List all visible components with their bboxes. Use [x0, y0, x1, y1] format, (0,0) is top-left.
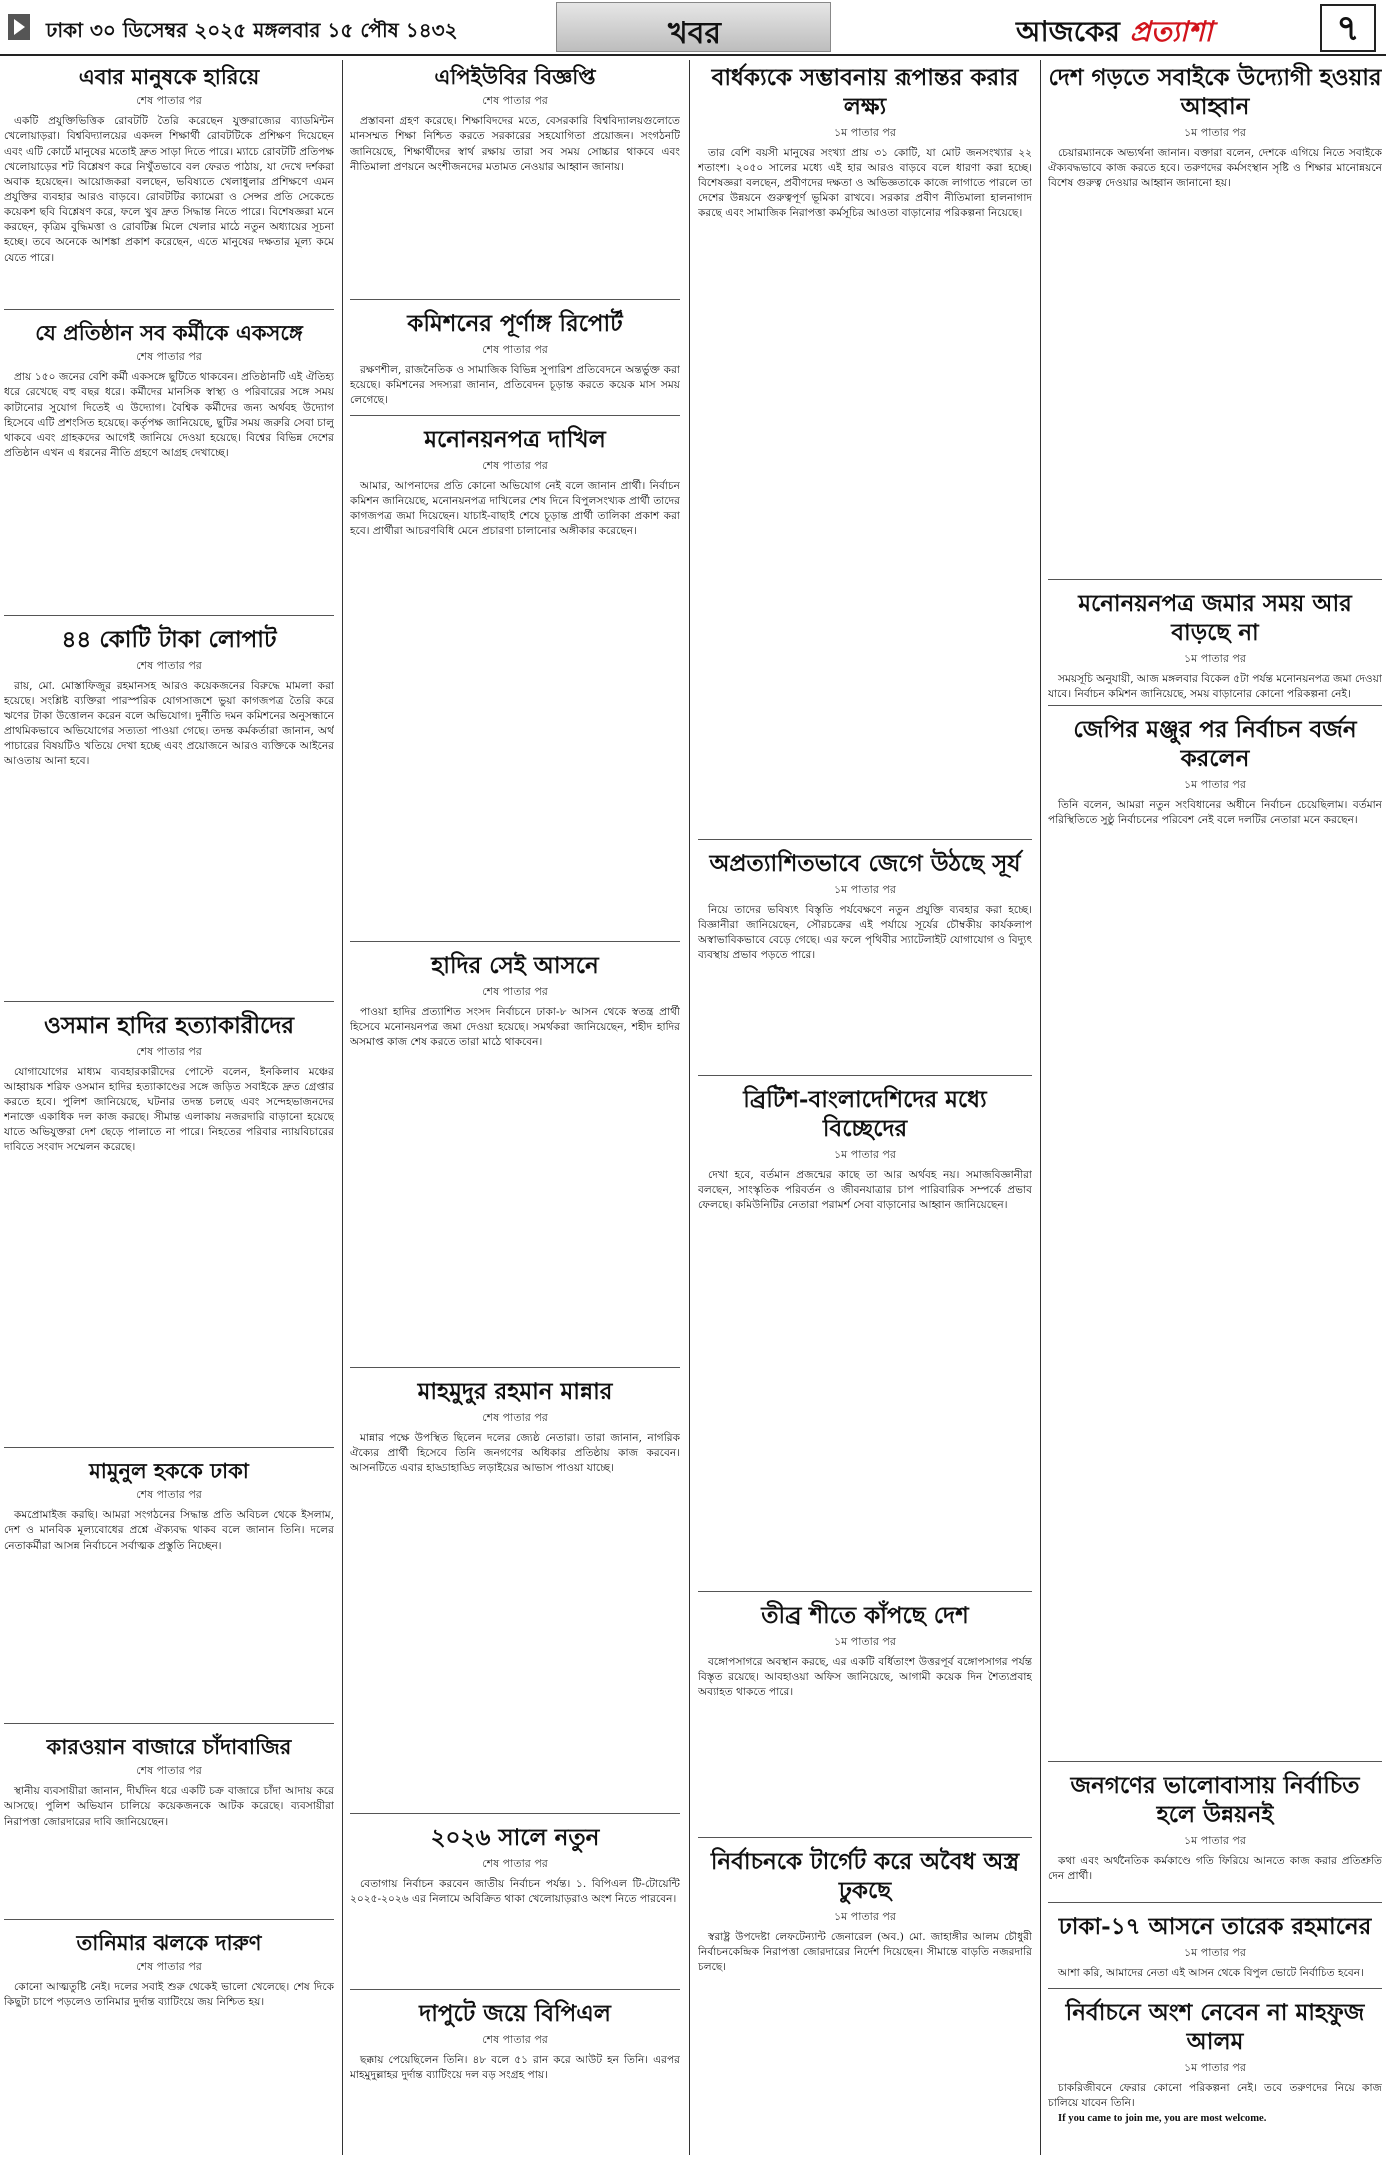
article [4, 316, 334, 616]
article-byline: ১ম পাতার পর [834, 1147, 896, 1161]
article-paragraph: প্রায় ১৫০ জনের বেশি কর্মী একসঙ্গে ছুটিতে থাকবেন। প্রতিষ্ঠানটি এই ঐতিহ্য ধরে রেখেছে বহু বছর ধরে। কর্মীদের মানসিক স্বাস্থ্য ও পরিবারের সঙ্গে সময় কাটানোর সুযোগ দিতেই এ উদ্যোগ। বৈশ্বিক কর্মীদের জন্য অর্থবহ উদ্যোগ হিসেবে এটি প্রশংসিত হয়েছে। কর্তৃপক্ষ জানিয়েছে, ছুটির সময় জরুরি সেবা চালু থাকবে এবং গ্রাহকদের আগেই জানিয়ে দেওয়া হয়েছে। বিশ্বের বিভিন্ন দেশের প্রতিষ্ঠান এখন এ ধরনের নীতি গ্রহণে আগ্রহ দেখাচ্ছে। [4, 371, 334, 459]
article-headline: যে প্রতিষ্ঠান সব কর্মীকে একসঙ্গে [35, 320, 303, 345]
article-byline: ১ম পাতার পর [1184, 777, 1246, 791]
article-body [1048, 1966, 1382, 1981]
article-headline: অপ্রত্যাশিতভাবে জেগে উঠছে সূর্য [709, 850, 1021, 877]
article-byline: ১ম পাতার পর [1184, 125, 1246, 139]
article-byline: শেষ পাতার পর [136, 1488, 202, 1502]
article [698, 1082, 1032, 1592]
article [1048, 60, 1382, 580]
article-paragraph: রায়, মো. মোস্তাফিজুর রহমানসহ আরও কয়েকজনের বিরুদ্ধে মামলা করা হয়েছে। সংশ্লিষ্ট ব্যক্তিরা পারস্পরিক যোগসাজশে ভুয়া কাগজপত্র তৈরি করে ঋণের টাকা উত্তোলন করেন বলে অভিযোগ। দুর্নীতি দমন কমিশনের অনুসন্ধানে প্রাথমিকভাবে অভিযোগের সত্যতা পাওয়া গেছে। তদন্ত কর্মকর্তারা জানান, অর্থ পাচারের বিষয়টিও খতিয়ে দেখা হচ্ছে এবং প্রয়োজনে আরও ব্যক্তিকে আইনের আওতায় আনা হবে। [4, 679, 334, 768]
article-headline: এবার মানুষকে হারিয়ে [78, 64, 260, 89]
article-byline: শেষ পাতার পর [136, 658, 202, 672]
article-body [1048, 146, 1382, 191]
article-body [350, 1005, 680, 1050]
article-body [1048, 2081, 1382, 2126]
article-headline: তীব্র শীতে কাঁপছে দেশ [761, 1602, 969, 1629]
article-body [698, 1655, 1032, 1700]
article-body [698, 1168, 1032, 1213]
article-headline: দেশ গড়তে সবাইকে উদ্যোগী হওয়ার আহ্বান [1048, 64, 1382, 120]
article [1048, 1768, 1382, 1903]
article-byline: শেষ পাতার পর [136, 1764, 202, 1778]
article-body [4, 1784, 334, 1829]
masthead [0, 0, 1386, 56]
article [698, 1598, 1032, 1838]
article [4, 622, 334, 1002]
english-quote: If you came to join me, you are most welcome. [1058, 2112, 1267, 2124]
article-headline: মাহমুদুর রহমান মান্নার [417, 1378, 613, 1405]
article [1048, 712, 1382, 1762]
article-byline: শেষ পাতার পর [482, 94, 548, 108]
article-body [4, 679, 334, 770]
article-byline: শেষ পাতার পর [136, 1960, 202, 1974]
column-2 [350, 60, 680, 2155]
article [350, 1820, 680, 1990]
article-byline: শেষ পাতার পর [482, 342, 548, 356]
article-headline: নির্বাচনে অংশ নেবেন না মাহফুজ আলম [1065, 1999, 1365, 2055]
article-body [350, 114, 680, 175]
article-paragraph: স্বরাষ্ট্র উপদেষ্টা লেফটেন্যান্ট জেনারেল (অব.) মো. জাহাঙ্গীর আলম চৌধুরী নির্বাচনকেন্দ্রিক নিরাপত্তা জোরদারের নির্দেশ দিয়েছেন। সীমান্তে বাড়তি নজরদারি চলছে। [698, 1930, 1032, 1973]
article-paragraph: কমপ্রোমাইজ করছি। আমরা সংগঠনের সিদ্ধান্ত প্রতি অবিচল থেকে ইসলাম, দেশ ও মানবিক মূল্যবোধের প্রশ্নে ঐক্যবদ্ধ থাকব বলে জানান তিনি। দলের নেতাকর্মীরা আসন্ন নির্বাচনে সর্বাত্মক প্রস্তুতি নিচ্ছেন। [4, 1509, 334, 1552]
article-byline: শেষ পাতার পর [482, 1856, 548, 1870]
logo-part2: প্রত্যাশা [1129, 15, 1213, 48]
article-headline: ৪৪ কোটি টাকা লোপাট [61, 626, 277, 653]
article-paragraph: তার বেশি বয়সী মানুষের সংখ্যা প্রায় ৩১ কোটি, যা মোট জনসংখ্যার ২২ শতাংশ। ২০৫০ সালের মধ্যে এই হার আরও বাড়বে বলে ধারণা করা হচ্ছে। বিশেষজ্ঞরা বলছেন, প্রবীণদের দক্ষতা ও অভিজ্ঞতাকে কাজে লাগাতে পারলে তা দেশের উন্নয়নে গুরুত্বপূর্ণ ভূমিকা রাখবে। সরকার প্রবীণ নীতিমালা হালনাগাদ করছে এবং সামাজিক নিরাপত্তা কর্মসূচির আওতা বাড়ানোর পরিকল্পনা নিয়েছে। [698, 146, 1032, 220]
article-headline: মনোনয়নপত্র জমার সময় আর বাড়ছে না [1078, 590, 1352, 646]
article [698, 1844, 1032, 2144]
column-divider [1040, 60, 1041, 2155]
article-body [4, 370, 334, 461]
article-paragraph: চাকরিজীবনে ফেরার কোনো পরিকল্পনা নেই। তবে তরুণদের নিয়ে কাজ চালিয়ে যাবেন তিনি। [1048, 2081, 1382, 2109]
article-paragraph: বেতাগায় নির্বাচন করবেন জাতীয় নির্বাচন পর্যন্ত। ১. বিপিএল টি-টোয়েন্টি ২০২৫-২০২৬ এর নিলামে অবিক্রিত থাকা খেলোয়াড়রাও অংশ নিতে পারবেন। [350, 1877, 680, 1905]
article-body [350, 363, 680, 408]
article-body [350, 2053, 680, 2083]
article-byline: শেষ পাতার পর [482, 984, 548, 998]
article [350, 948, 680, 1368]
article-body [1048, 798, 1382, 828]
article-paragraph: কথা এবং অর্থনৈতিক কর্মকাণ্ডে গতি ফিরিয়ে আনতে কাজ করার প্রতিশ্রুতি দেন প্রার্থী। [1048, 1854, 1382, 1882]
article-paragraph: আশা করি, আমাদের নেতা এই আসন থেকে বিপুল ভোটে নির্বাচিত হবেন। [1058, 1966, 1364, 1979]
article-headline: মামুনুল হককে ঢাকা [89, 1458, 249, 1483]
article-headline: ওসমান হাদির হত্যাকারীদের [43, 1012, 295, 1039]
article [4, 1008, 334, 1448]
article-byline: ১ম পাতার পর [1184, 2060, 1246, 2074]
article-body [4, 1980, 334, 2010]
article [4, 1454, 334, 1724]
article-byline: ১ম পাতার পর [834, 1909, 896, 1923]
article-paragraph: ছক্কায় পেয়েছিলেন তিনি। ৪৮ বলে ৫১ রান করে আউট হন তিনি। এরপর মাহমুদুল্লাহর দুর্দান্ত ব্যাটিংয়ে দল বড় সংগ্রহ পায়। [350, 2053, 680, 2081]
article [4, 1926, 334, 2126]
article [4, 60, 334, 310]
article-paragraph: তিনি বলেন, আমরা নতুন সংবিধানের অধীনে নির্বাচন চেয়েছিলাম। বর্তমান পরিস্থিতিতে সুষ্ঠু নির্বাচনের পরিবেশ নেই বলে দলটির নেতারা মনে করছেন। [1048, 798, 1382, 826]
article-headline: নির্বাচনকে টার্গেট করে অবৈধ অস্ত্র ঢুকছে [710, 1848, 1020, 1904]
article-byline: শেষ পাতার পর [136, 350, 202, 364]
article-paragraph: সময়সূচি অনুযায়ী, আজ মঙ্গলবার বিকেল ৫টা পর্যন্ত মনোনয়নপত্র জমা দেওয়া যাবে। নির্বাচন কমিশন জানিয়েছে, সময় বাড়ানোর কোনো পরিকল্পনা নেই। [1048, 672, 1382, 700]
article-body [698, 146, 1032, 222]
article-body [4, 1065, 334, 1156]
article-headline: ঢাকা-১৭ আসনে তারেক রহমানের [1058, 1913, 1372, 1940]
article-byline: শেষ পাতার পর [136, 94, 202, 108]
article-body [350, 1431, 680, 1476]
article-paragraph: স্থানীয় ব্যবসায়ীরা জানান, দীর্ঘদিন ধরে একটি চক্র বাজারে চাঁদা আদায় করে আসছে। পুলিশ অভিযান চালিয়ে কয়েকজনকে আটক করেছে। ব্যবসায়ীরা নিরাপত্তা জোরদারের দাবি জানিয়েছেন। [4, 1785, 334, 1828]
article-paragraph: রক্ষণশীল, রাজনৈতিক ও সামাজিক বিভিন্ন সুপারিশ প্রতিবেদনে অন্তর্ভুক্ত করা হয়েছে। কমিশনের সদস্যরা জানান, প্রতিবেদন চূড়ান্ত করতে কয়েক মাস সময় লেগেছে। [350, 363, 680, 407]
column-divider [342, 60, 343, 2155]
article-headline: কমিশনের পূর্ণাঙ্গ রিপোর্ট [407, 310, 623, 337]
article-byline: শেষ পাতার পর [136, 1044, 202, 1058]
section-title: খবর [668, 16, 721, 51]
article-headline: জেপির মঞ্জুর পর নির্বাচন বর্জন করলেন [1073, 716, 1357, 772]
article-byline: ১ম পাতার পর [1184, 651, 1246, 665]
page-number: ৭ [1320, 4, 1376, 52]
article [350, 422, 680, 942]
article [350, 60, 680, 300]
article-paragraph: একটি প্রযুক্তিভিত্তিক রোবটটি তৈরি করেছেন যুক্তরাজ্যের ব্যাডমিন্টন খেলোয়াড়রা। বিশ্ববিদ্যালয়ের একদল শিক্ষার্থী রোবটটিকে প্রশিক্ষণ দিয়েছেন এবং এটি কোর্টে মানুষের মতোই দ্রুত সাড়া দিতে পারে। ম্যাচে রোবটটি প্রতিপক্ষ খেলোয়াড়ের শট বিশ্লেষণ করে নিখুঁতভাবে বল ফেরত পাঠায়, যা দেখে দর্শকরা অবাক হয়েছেন। আয়োজকরা বলছেন, ভবিষ্যতে খেলাধুলার প্রশিক্ষণে এমন প্রযুক্তির ব্যবহার আরও বাড়বে। রোবটটির ক্যামেরা ও সেন্সর প্রতি সেকেন্ডে কয়েকশ ছবি বিশ্লেষণ করে, ফলে খুব দ্রুত সিদ্ধান্ত নিতে পারে। বিশেষজ্ঞরা মনে করছেন, কৃত্রিম বুদ্ধিমত্তা ও রোবটিক্স মিলে খেলার মাঠে নতুন অধ্যায়ের সূচনা হচ্ছে। তবে অনেকে আশঙ্কা প্রকাশ করেছেন, এতে মানুষের দক্ষতার মূল্য কমে যেতে পারে। [4, 115, 334, 264]
article-paragraph: প্রস্তাবনা গ্রহণ করেছে। শিক্ষাবিদদের মতে, বেসরকারি বিশ্ববিদ্যালয়গুলোতে মানসম্মত শিক্ষা নিশ্চিত করতে সরকারের সহযোগিতা প্রয়োজন। সংগঠনটি জানিয়েছে, শিক্ষার্থীদের স্বার্থ রক্ষায় তারা সব সময় সোচ্চার থাকবে এবং নীতিমালা প্রণয়নে অংশীজনদের মতামত নেওয়ার আহ্বান জানায়। [350, 115, 680, 173]
article-body [698, 1930, 1032, 1975]
article-paragraph: দেখা হবে, বর্তমান প্রজন্মের কাছে তা আর অর্থবহ নয়। সমাজবিজ্ঞানীরা বলছেন, সাংস্কৃতিক পরিবর্তন ও জীবনযাত্রার চাপ পারিবারিক সম্পর্কে প্রভাব ফেলছে। কমিউনিটির নেতারা পরামর্শ সেবা বাড়ানোর আহ্বান জানিয়েছেন। [698, 1168, 1032, 1211]
section-title-box [556, 2, 831, 52]
article-paragraph: নিয়ে তাদের ভবিষ্যৎ বিস্তৃতি পর্যবেক্ষণে নতুন প্রযুক্তি ব্যবহার করা হচ্ছে। বিজ্ঞানীরা জানিয়েছেন, সৌরচক্রের এই পর্যায়ে সূর্যের চৌম্বকীয় কার্যকলাপ অস্বাভাবিকভাবে বেড়ে গেছে। এর ফলে পৃথিবীর স্যাটেলাইট যোগাযোগ ও বিদ্যুৎ ব্যবস্থায় প্রভাব পড়তে পারে। [698, 903, 1032, 962]
article [350, 1374, 680, 1814]
article-byline: শেষ পাতার পর [482, 458, 548, 472]
article-paragraph: চেয়ারম্যানকে অভ্যর্থনা জানান। বক্তারা বলেন, দেশকে এগিয়ে নিতে সবাইকে ঐক্যবদ্ধভাবে কাজ করতে হবে। তরুণদের কর্মসংস্থান সৃষ্টি ও শিক্ষার মানোন্নয়নে বিশেষ গুরুত্ব দেওয়ার আহ্বান জানানো হয়। [1048, 146, 1382, 189]
article [1048, 586, 1382, 706]
article-byline: ১ম পাতার পর [1184, 1945, 1246, 1959]
article-headline: ২০২৬ সালে নতুন [430, 1824, 600, 1851]
article-headline: বার্ধক্যকে সম্ভাবনায় রূপান্তর করার লক্ষ্য [711, 64, 1019, 120]
article-byline: ১ম পাতার পর [834, 1634, 896, 1648]
article-paragraph: যোগাযোগের মাধ্যম ব্যবহারকারীদের পোস্টে বলেন, ইনকিলাব মঞ্চের আহ্বায়ক শরিফ ওসমান হাদির হত্যাকাণ্ডের সঙ্গে জড়িত সবাইকে দ্রুত গ্রেপ্তার করতে হবে। পুলিশ জানিয়েছে, ঘটনার তদন্ত চলছে এবং সন্দেহভাজনদের শনাক্তে একাধিক দল কাজ করছে। সীমান্ত এলাকায় নজরদারি বাড়ানো হয়েছে যাতে অভিযুক্তরা দেশ ছেড়ে পালাতে না পারে। নিহতের পরিবার ন্যায়বিচারের দাবিতে সংবাদ সম্মেলন করেছে। [4, 1065, 334, 1154]
article-headline: হাদির সেই আসনে [431, 952, 599, 979]
article-byline: শেষ পাতার পর [482, 2032, 548, 2046]
article-paragraph: মান্নার পক্ষে উপস্থিত ছিলেন দলের জ্যেষ্ঠ নেতারা। তারা জানান, নাগরিক ঐক্যের প্রার্থী হিসেবে তিনি জনগণের অধিকার প্রতিষ্ঠায় কাজ করবেন। আসনটিতে এবার হাড্ডাহাড্ডি লড়াইয়ের আভাস পাওয়া যাচ্ছে। [350, 1431, 680, 1475]
article-byline: ১ম পাতার পর [834, 882, 896, 896]
article-body [350, 1877, 680, 1907]
article-body [1048, 672, 1382, 702]
article-headline: এপিইউবির বিজ্ঞপ্তি [434, 64, 596, 89]
article-byline: শেষ পাতার পর [482, 1410, 548, 1424]
article [698, 846, 1032, 1076]
article-headline: জনগণের ভালোবাসায় নির্বাচিত হলে উন্নয়নই [1070, 1772, 1360, 1828]
article [4, 1730, 334, 1920]
article [350, 306, 680, 416]
column-3 [698, 60, 1032, 2155]
article-body [4, 1508, 334, 1553]
article-headline: মনোনয়নপত্র দাখিল [424, 426, 606, 453]
article-paragraph: পাওয়া হাদির প্রত্যাশিত সংসদ নির্বাচনে ঢাকা-৮ আসন থেকে স্বতন্ত্র প্রার্থী হিসেবে মনোনয়নপত্র জমা দেওয়া হয়েছে। সমর্থকরা জানিয়েছেন, শহীদ হাদির অসমাপ্ত কাজ শেষ করতে তারা মাঠে থাকবেন। [350, 1005, 680, 1049]
masthead-marker-icon [8, 14, 30, 40]
article-headline: কারওয়ান বাজারে চাঁদাবাজির [46, 1734, 292, 1759]
logo-part1: আজকের [1016, 15, 1120, 48]
article [698, 60, 1032, 840]
article [1048, 1909, 1382, 1989]
column-4 [1048, 60, 1382, 2155]
article-body [350, 479, 680, 540]
article [350, 1996, 680, 2146]
article-headline: তানিমার ঝলকে দারুণ [76, 1930, 262, 1955]
newspaper-logo [1016, 10, 1213, 57]
article-byline: ১ম পাতার পর [834, 125, 896, 139]
article-paragraph: কোনো আত্মতুষ্টি নেই। দলের সবাই শুরু থেকেই ভালো খেলেছে। শেষ দিকে কিছুটা চাপে পড়লেও তানিমার দুর্দান্ত ব্যাটিংয়ে জয় নিশ্চিত হয়। [4, 1981, 334, 2009]
article-body [698, 903, 1032, 964]
masthead-date: ঢাকা ৩০ ডিসেম্বর ২০২৫ মঙ্গলবার ১৫ পৌষ ১৪৩২ [46, 18, 458, 42]
article-body [4, 114, 334, 265]
article-paragraph: আমার, আপনাদের প্রতি কোনো অভিযোগ নেই বলে জানান প্রার্থী। নির্বাচন কমিশন জানিয়েছে, মনোনয়নপত্র দাখিলের শেষ দিনে বিপুলসংখ্যক প্রার্থী তাদের কাগজপত্র জমা দিয়েছেন। যাচাই-বাছাই শেষে চূড়ান্ত প্রার্থী তালিকা প্রকাশ করা হবে। প্রার্থীরা আচরণবিধি মেনে প্রচারণা চালানোর অঙ্গীকার করেছেন। [350, 479, 680, 538]
article-headline: দাপুটে জয়ে বিপিএল [419, 2000, 611, 2027]
article-body [1048, 1854, 1382, 1884]
column-divider [689, 60, 690, 2155]
article-headline: ব্রিটিশ-বাংলাদেশিদের মধ্যে বিচ্ছেদের [743, 1086, 987, 1142]
article-byline: ১ম পাতার পর [1184, 1833, 1246, 1847]
column-1 [4, 60, 334, 2155]
article [1048, 1995, 1382, 2155]
article-paragraph: বঙ্গোপসাগরে অবস্থান করছে, এর একটি বর্ধিতাংশ উত্তরপূর্ব বঙ্গোপসাগর পর্যন্ত বিস্তৃত রয়েছে। আবহাওয়া অফিস জানিয়েছে, আগামী কয়েক দিন শৈত্যপ্রবাহ অব্যাহত থাকতে পারে। [698, 1655, 1032, 1699]
